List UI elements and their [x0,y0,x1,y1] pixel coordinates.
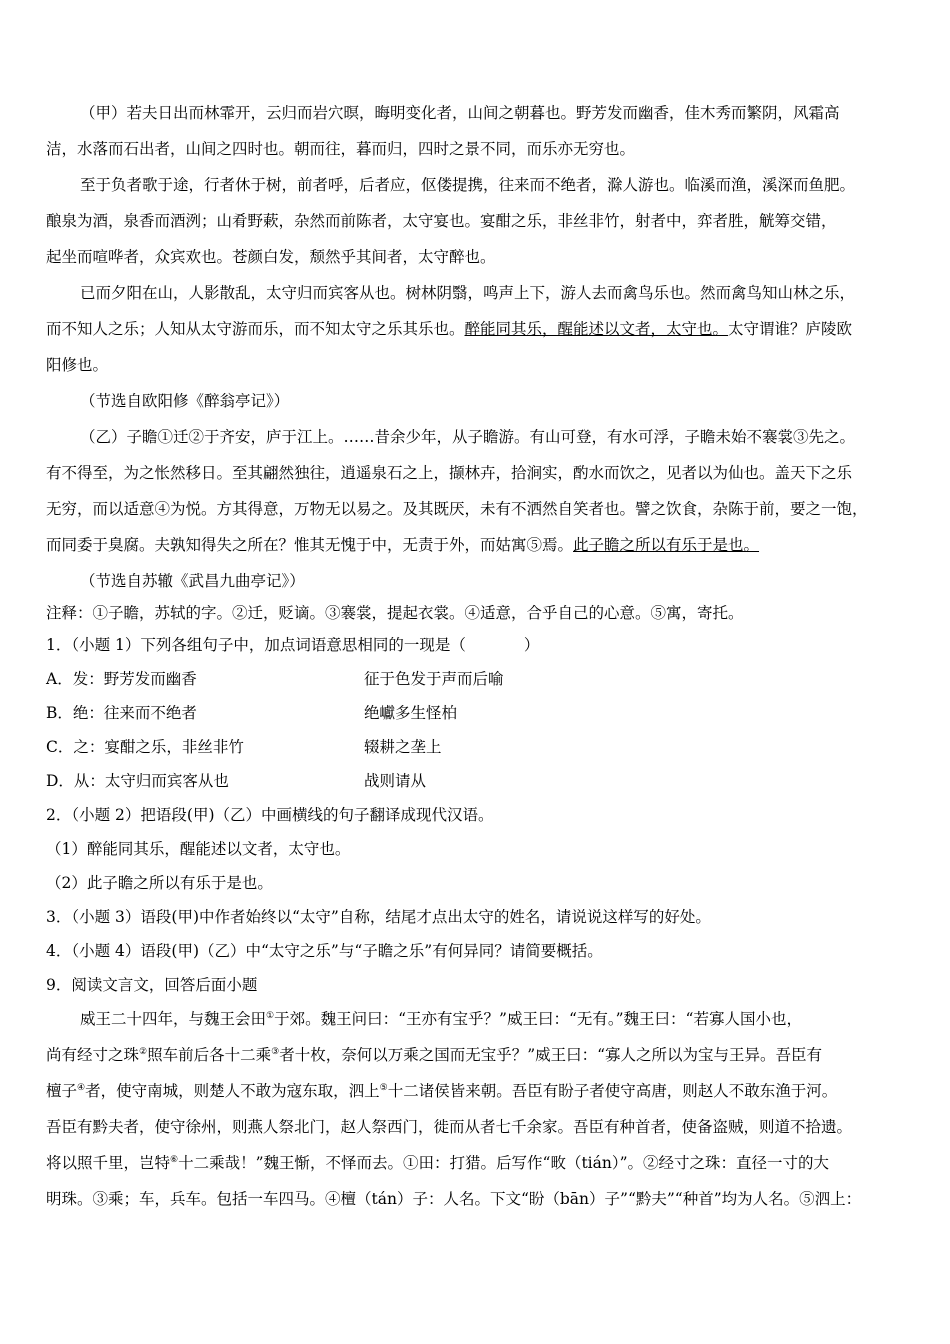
footnote-marker-3: ③ [271,1046,280,1057]
section-9-line3-c: 十二诸侯皆来朝。吾臣有盼子者使守高唐，则赵人不敢东渔于河。 [387,1082,838,1100]
option-b-left: B．绝：往来而不绝者 [46,704,197,722]
passage-a-p3-line2 [46,312,920,346]
passage-a-p3-line2-text: 而不知人之乐；人知从太守游而乐，而不知太守之乐其乐也。 [46,320,465,338]
option-a [46,662,920,696]
question-1-stem-text: 1．（小题 1）下列各组句子中，加点词语意思相同的一现是（ [46,636,466,654]
passage-a-source: （节选自欧阳修《醉翁亭记》） [80,392,290,410]
section-9-line1 [80,1002,920,1036]
passage-a-p1-line2: 洁，水落而石出者，山间之四时也。朝而往，暮而归，四时之景不同，而乐亦无穷也。 [46,140,636,158]
question-1-stem-close: ） [523,636,540,654]
passage-b-line4-text: 而同委于臭腐。夫孰知得失之所在？惟其无愧于中，无责于外，而姑寓⑤焉。 [46,536,574,554]
question-1-stem [46,628,920,662]
section-9-line3-a: 檀子 [46,1082,78,1100]
section-9-line5-a: 将以照千里，岂特 [46,1154,171,1172]
passage-a-p2-line2: 酿泉为酒，泉香而酒洌；山肴野蔌，杂然而前陈者，太守宴也。宴酣之乐，非丝非竹，射者中，弈者胜，觥筹交错， [46,212,837,230]
section-9-line2-b: 照车前后各十二乘 [147,1046,272,1064]
section-9-line2 [46,1038,920,1072]
section-9-line3 [46,1074,920,1108]
option-b [46,696,920,730]
passage-b-notes: 注释：①子瞻，苏轼的字。②迁，贬谪。③褰裳，提起衣裳。④适意，合乎自己的心意。⑤寓，寄托。 [46,604,744,622]
footnote-marker-1: ① [266,1010,275,1021]
option-c-left: C．之：宴酣之乐，非丝非竹 [46,738,244,756]
passage-a-p3-line1: 已而夕阳在山，人影散乱，太守归而宾客从也。树林阴翳，鸣声上下，游人去而禽鸟乐也。然而禽鸟知山林之乐， [80,284,856,302]
footnote-marker-5: ⑤ [379,1082,388,1093]
underlined-sentence-b: 此子瞻之所以有乐于是也。 [573,536,760,554]
passage-a-p3-line2-tail: 太守谓谁？庐陵欧 [728,320,853,338]
question-2-stem: 2．（小题 2）把语段(甲)（乙）中画横线的句子翻译成现代汉语。 [46,806,494,824]
passage-b-line2: 有不得至，为之怅然移日。至其翩然独往，逍遥泉石之上，撷林卉，拾涧实，酌水而饮之，见者以为仙也。盖天下之乐 [46,464,853,482]
footnote-marker-6: ⑥ [170,1154,179,1165]
footnote-marker-2: ② [139,1046,148,1057]
passage-b-line1: （乙）子瞻①迁②于齐安，庐于江上。……昔余少年，从子瞻游。有山可登，有水可浮，子瞻未始不褰裳③先之。 [80,428,856,446]
section-9-line2-a: 尚有经寸之珠 [46,1046,140,1064]
option-b-right: 绝巘多生怪柏 [364,704,458,722]
option-c-right: 辍耕之垄上 [364,738,442,756]
option-a-left: A．发：野芳发而幽香 [46,670,197,688]
footnote-marker-4: ④ [77,1082,86,1093]
option-d-right: 战则请从 [364,772,427,790]
section-9-line2-c: 者十枚，奈何以万乘之国而无宝乎？”威王曰：“寡人之所以为宝与王异。吾臣有 [279,1046,823,1064]
passage-b-line4 [46,528,920,562]
passage-b-line3: 无穷，而以适意④为悦。方其得意，万物无以易之。及其既厌，未有不洒然自笑者也。譬之饮食，杂陈于前，要之一饱， [46,500,868,518]
section-9-line6: 明珠。③乘；车，兵车。包括一车四马。④檀（tán）子：人名。下文“盼（bān）子”“黔夫”“种首”均为人名。⑤泗上： [46,1190,862,1208]
question-2-item-1: （1）醉能同其乐，醒能述以文者，太守也。 [46,840,351,858]
section-9-title: 9．阅读文言文，回答后面小题 [46,976,258,994]
passage-a-p2-line3: 起坐而喧哗者，众宾欢也。苍颜白发，颓然乎其间者，太守醉也。 [46,248,496,266]
section-9-line5-b: 十二乘哉！”魏王惭，不怿而去。①田：打猎。后写作“畋（tián）”。②经寸之珠：直径一寸的大 [178,1154,830,1172]
passage-a-p3-line3: 阳修也。 [46,356,109,374]
section-9-line3-b: 者，使守南城，则楚人不敢为寇东取，泗上 [85,1082,380,1100]
passage-a-p1-line1: （甲）若夫日出而林霏开，云归而岩穴暝，晦明变化者，山间之朝暮也。野芳发而幽香，佳木秀而繁阴，风霜高 [80,104,840,122]
section-9-line1-b: 于郊。魏王问曰：“王亦有宝乎？”威王曰：“无有。”魏王曰：“若寡人国小也， [274,1010,802,1028]
question-4: 4．（小题 4）语段(甲)（乙）中“太守之乐”与“子瞻之乐”有何异同？请简要概括。 [46,942,603,960]
underlined-sentence-a: 醉能同其乐，醒能述以文者，太守也。 [464,320,729,338]
question-2-item-2: （2）此子瞻之所以有乐于是也。 [46,874,273,892]
option-d [46,764,920,798]
passage-a-p2-line1: 至于负者歌于途，行者休于树，前者呼，后者应，伛偻提携，往来而不绝者，滁人游也。临溪而渔，溪深而鱼肥。 [80,176,856,194]
section-9-line5 [46,1146,920,1180]
section-9-line4: 吾臣有黔夫者，使守徐州，则燕人祭北门，赵人祭西门，徙而从者七千余家。吾臣有种首者，使备盗贼，则道不拾遗。 [46,1118,853,1136]
passage-b-source: （节选自苏辙《武昌九曲亭记》） [80,572,305,590]
question-3: 3．（小题 3）语段(甲)中作者始终以“太守”自称，结尾才点出太守的姓名，请说说这样写的好处。 [46,908,711,926]
option-a-right: 征于色发于声而后喻 [364,670,504,688]
option-c [46,730,920,764]
section-9-line1-a: 威王二十四年，与魏王会田 [80,1010,267,1028]
option-d-left: D．从：太守归而宾客从也 [46,772,229,790]
